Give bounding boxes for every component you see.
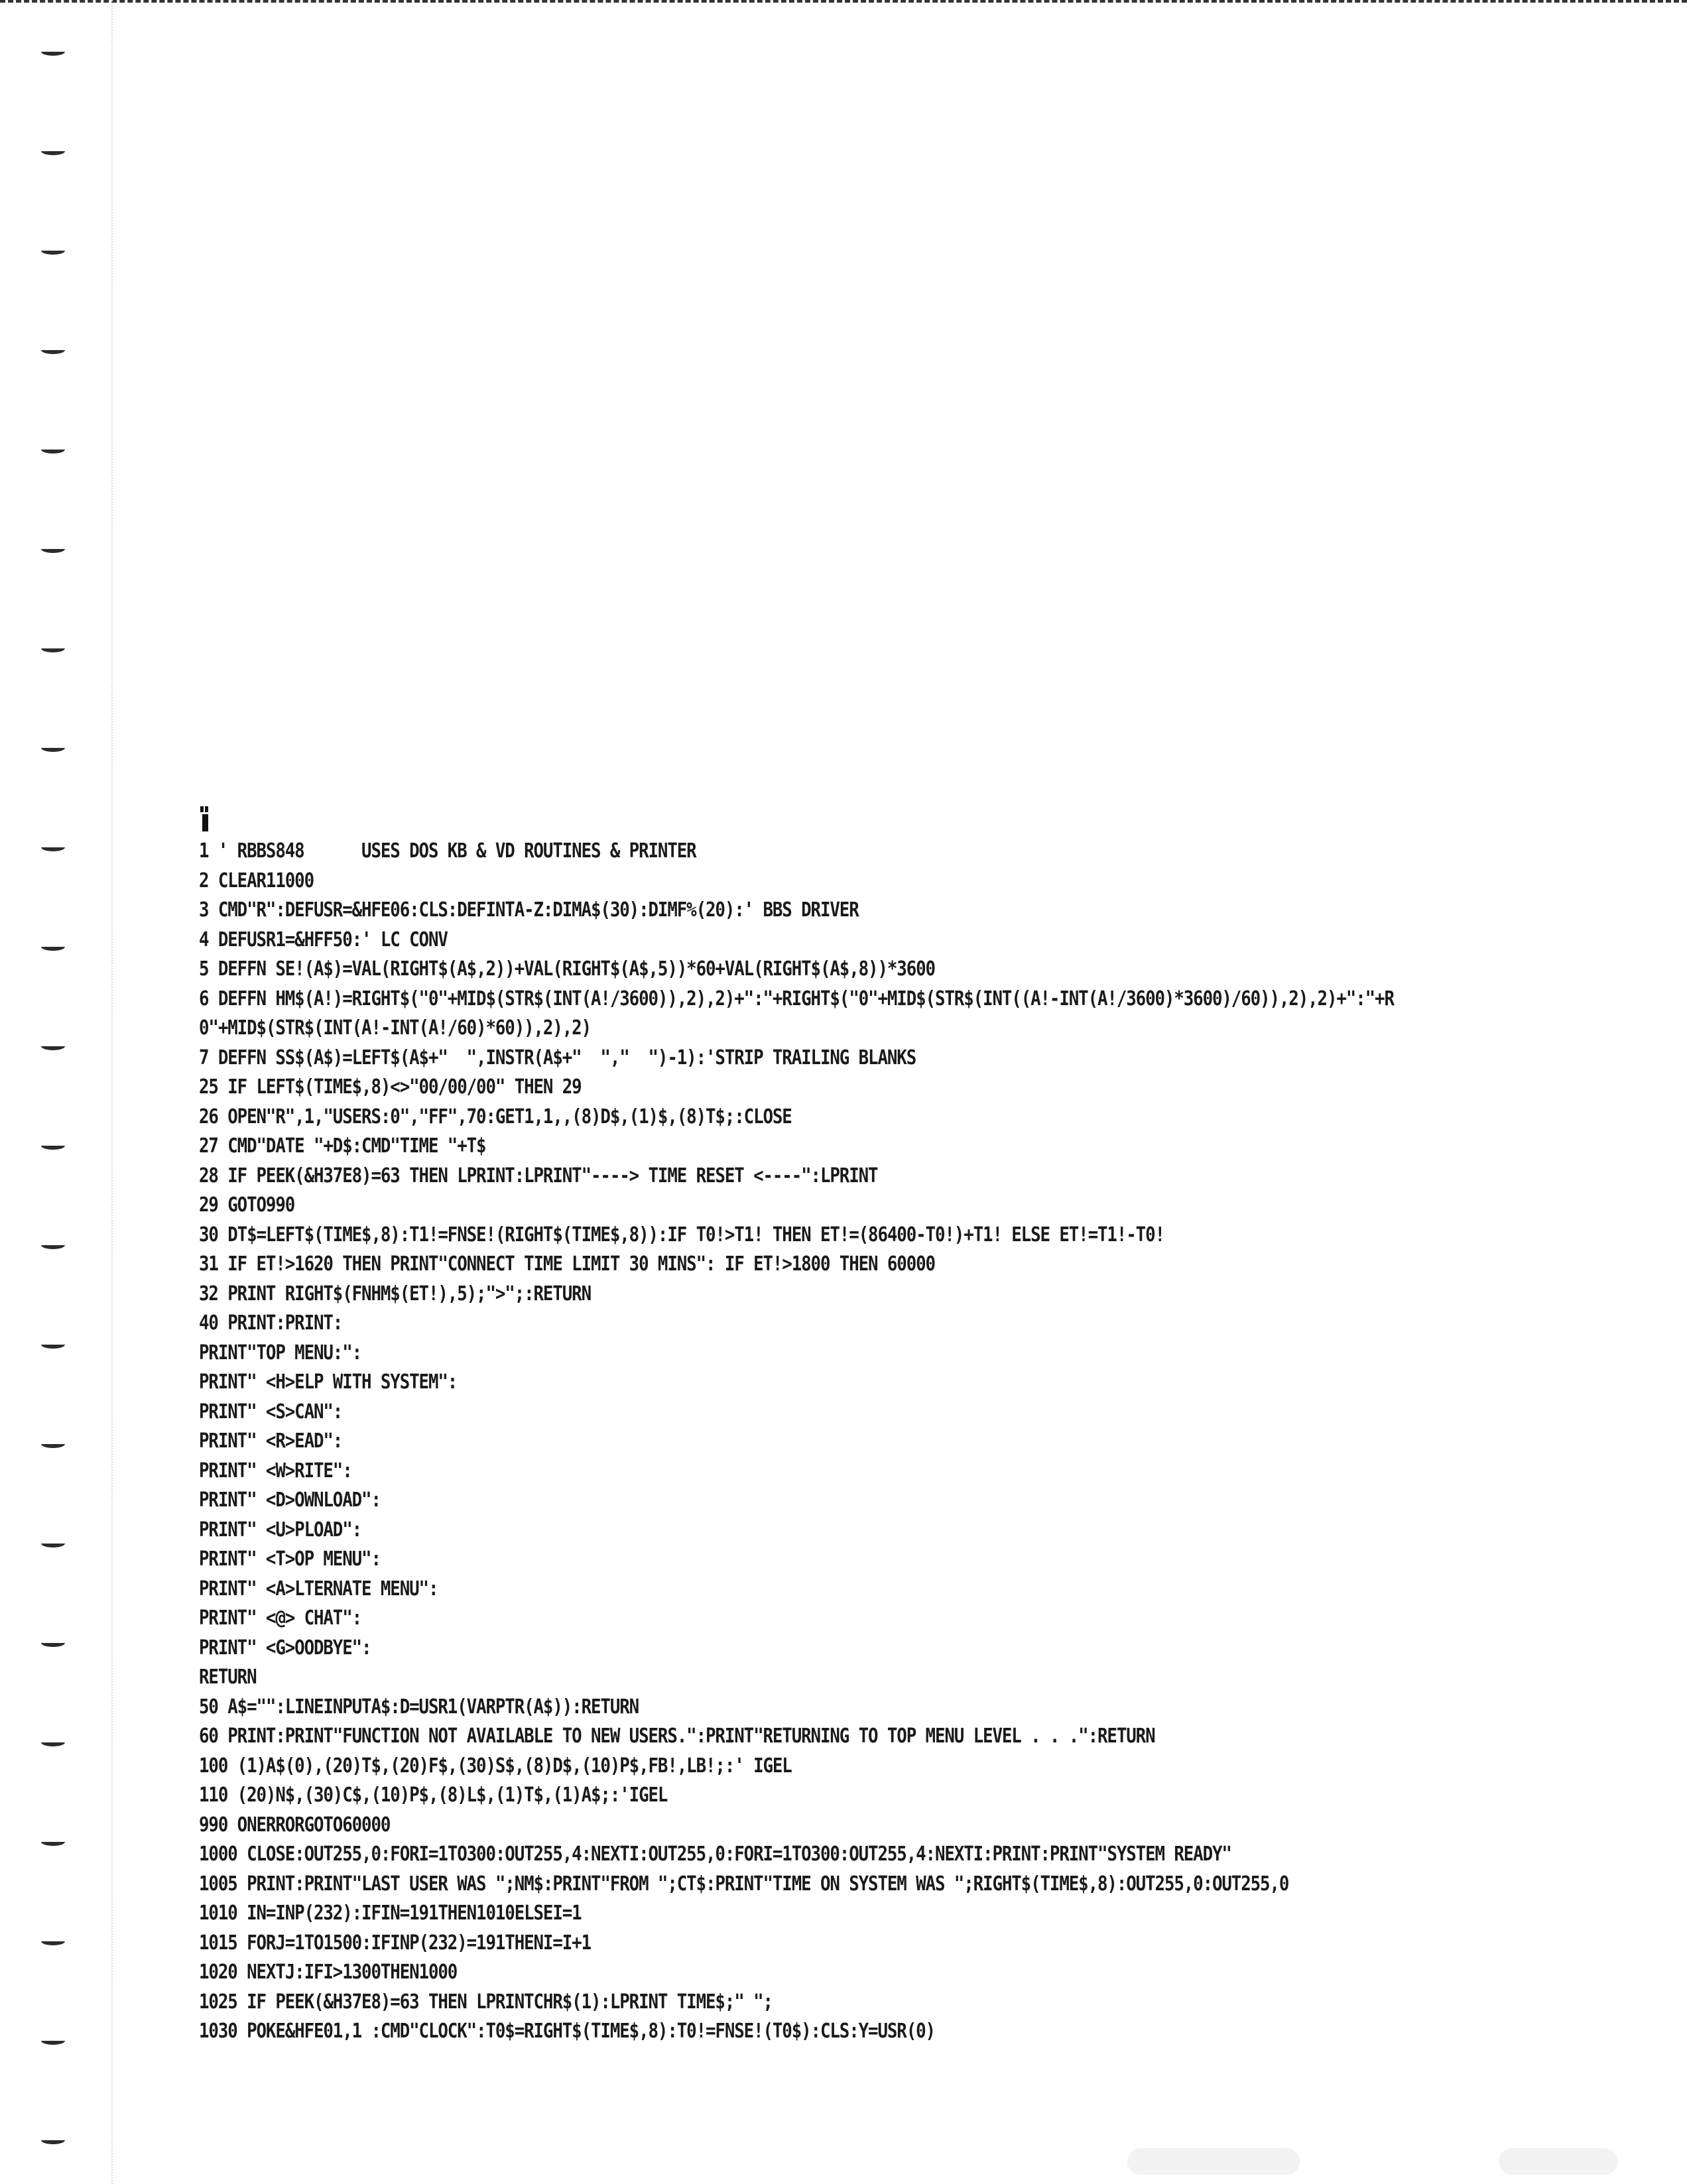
listing-line: PRINT" <T>OP MENU": (199, 1547, 381, 1571)
print-smudge (1127, 2148, 1300, 2175)
listing-line: 40 PRINT:PRINT: (199, 1311, 343, 1335)
tractor-hole-icon (41, 2136, 65, 2144)
paper-top-edge (0, 0, 1687, 3)
listing-line: 1015 FORJ=1TO1500:IFINP(232)=191THENI=I+1 (199, 1931, 592, 1955)
tractor-hole-icon (41, 744, 65, 752)
listing-line: PRINT" <R>EAD": (199, 1429, 343, 1453)
tractor-hole-icon (41, 1639, 65, 1647)
listing-header-mark (200, 806, 208, 835)
listing-line: 25 IF LEFT$(TIME$,8)<>"00/00/00" THEN 29 (199, 1075, 582, 1099)
listing-line: 60 PRINT:PRINT"FUNCTION NOT AVAILABLE TO NEW USERS.":PRINT"RETURNING TO TOP MENU LEVEL . . .":RETURN (199, 1725, 1155, 1748)
tractor-hole-icon (41, 48, 65, 56)
listing-line: 1 ' RBBS848 USES DOS KB & VD ROUTINES & PRINTER (199, 839, 696, 863)
tractor-hole-icon (41, 1738, 65, 1746)
tractor-hole-icon (41, 2037, 65, 2045)
listing-line: PRINT" <G>OODBYE": (199, 1636, 371, 1660)
tractor-hole-icon (41, 1440, 65, 1448)
listing-line: 1025 IF PEEK(&H37E8)=63 THEN LPRINTCHR$(1):LPRINT TIME$;" "; (199, 1990, 773, 2014)
tractor-hole-icon (41, 1142, 65, 1150)
tractor-hole-icon (41, 1838, 65, 1846)
listing-line: 1010 IN=INP(232):IFIN=191THEN1010ELSEI=1 (199, 1902, 582, 1925)
listing-line: 50 A$="":LINEINPUTA$:D=USR1(VARPTR(A$)):RETURN (199, 1695, 639, 1719)
listing-line: 4 DEFUSR1=&HFF50:' LC CONV (199, 928, 448, 951)
tractor-hole-icon (41, 1540, 65, 1547)
listing-line: 29 GOTO990 (199, 1193, 295, 1217)
tractor-hole-icon (41, 247, 65, 255)
listing-line: 31 IF ET!>1620 THEN PRINT"CONNECT TIME LIMIT 30 MINS": IF ET!>1800 THEN 60000 (199, 1252, 935, 1276)
listing-line: 0"+MID$(STR$(INT(A!-INT(A!/60)*60)),2),2) (199, 1016, 592, 1040)
listing-line: 110 (20)N$,(30)C$,(10)P$,(8)L$,(1)T$,(1)A$;:'IGEL (199, 1784, 668, 1807)
listing-line: PRINT" <D>OWNLOAD": (199, 1488, 381, 1512)
tractor-hole-icon (41, 1241, 65, 1249)
listing-line: PRINT" <H>ELP WITH SYSTEM": (199, 1370, 458, 1394)
listing-line: 32 PRINT RIGHT$(FNHM$(ET!),5);">";:RETURN (199, 1282, 592, 1305)
listing-line: PRINT" <S>CAN": (199, 1400, 343, 1424)
listing-line: PRINT" <W>RITE": (199, 1459, 352, 1483)
listing-line: RETURN (199, 1666, 257, 1689)
listing-line: 1030 POKE&HFE01,1 :CMD"CLOCK":T0$=RIGHT$(TIME$,8):T0!=FNSE!(T0$):CLS:Y=USR(0) (199, 2020, 935, 2043)
listing-line: 28 IF PEEK(&H37E8)=63 THEN LPRINT:LPRINT"----> TIME RESET <----":LPRINT (199, 1164, 878, 1187)
listing-line: 2 CLEAR11000 (199, 869, 314, 892)
listing-line: 7 DEFFN SS$(A$)=LEFT$(A$+" ",INSTR(A$+" "," ")-1):'STRIP TRAILING BLANKS (199, 1046, 916, 1069)
tractor-hole-icon (41, 843, 65, 851)
tractor-hole-icon (41, 1042, 65, 1050)
listing-line: PRINT"TOP MENU:": (199, 1341, 362, 1365)
listing-line: 990 ONERRORGOTO60000 (199, 1813, 391, 1837)
listing-line: 30 DT$=LEFT$(TIME$,8):T1!=FNSE!(RIGHT$(TIME$,8)):IF T0!>T1! THEN ET!=(86400-T0!)+T1! ELSE ET!=T1!-T0! (199, 1223, 1164, 1246)
listing-line: 1005 PRINT:PRINT"LAST USER WAS ";NM$:PRINT"FROM ";CT$:PRINT"TIME ON SYSTEM WAS ";RIGHT$(TIME$,8):OUT255,0:OUT255,0 (199, 1872, 1289, 1896)
listing-line: PRINT" <A>LTERNATE MENU": (199, 1577, 438, 1601)
basic-program-listing (199, 837, 1687, 2047)
perforation-line (111, 0, 113, 2184)
listing-line: 27 CMD"DATE "+D$:CMD"TIME "+T$ (199, 1134, 486, 1158)
tractor-hole-icon (41, 147, 65, 155)
listing-line: 26 OPEN"R",1,"USERS:0","FF",70:GET1,1,,(8)D$,(1)$,(8)T$;:CLOSE (199, 1105, 792, 1128)
tractor-hole-icon (41, 943, 65, 951)
listing-line: PRINT" <U>PLOAD": (199, 1518, 362, 1542)
listing-line: 1020 NEXTJ:IFI>1300THEN1000 (199, 1961, 458, 1984)
tractor-hole-icon (41, 1341, 65, 1349)
listing-line: 5 DEFFN SE!(A$)=VAL(RIGHT$(A$,2))+VAL(RIGHT$(A$,5))*60+VAL(RIGHT$(A$,8))*3600 (199, 957, 935, 981)
listing-line: 1000 CLOSE:OUT255,0:FORI=1TO300:OUT255,4:NEXTI:OUT255,0:FORI=1TO300:OUT255,4:NEXTI:PRINT:PRINT"SYSTEM READY" (199, 1843, 1231, 1866)
tractor-hole-icon (41, 545, 65, 553)
tractor-hole-icon (41, 346, 65, 354)
listing-line: 3 CMD"R":DEFUSR=&HFE06:CLS:DEFINTA-Z:DIMA$(30):DIMF%(20):' BBS DRIVER (199, 898, 859, 922)
listing-line: 6 DEFFN HM$(A!)=RIGHT$("0"+MID$(STR$(INT(A!/3600)),2),2)+":"+RIGHT$("0"+MID$(STR$(INT((A!-INT(A!/3600)*3600)/60)),2),2)+":"+R (199, 987, 1394, 1010)
tractor-hole-icon (41, 1937, 65, 1945)
tractor-hole-icon (41, 446, 65, 454)
tractor-hole-icon (41, 644, 65, 652)
listing-line: PRINT" <@> CHAT": (199, 1607, 362, 1630)
print-smudge (1499, 2148, 1618, 2175)
listing-line: 100 (1)A$(0),(20)T$,(20)F$,(30)S$,(8)D$,(10)P$,FB!,LB!;:' IGEL (199, 1754, 792, 1778)
